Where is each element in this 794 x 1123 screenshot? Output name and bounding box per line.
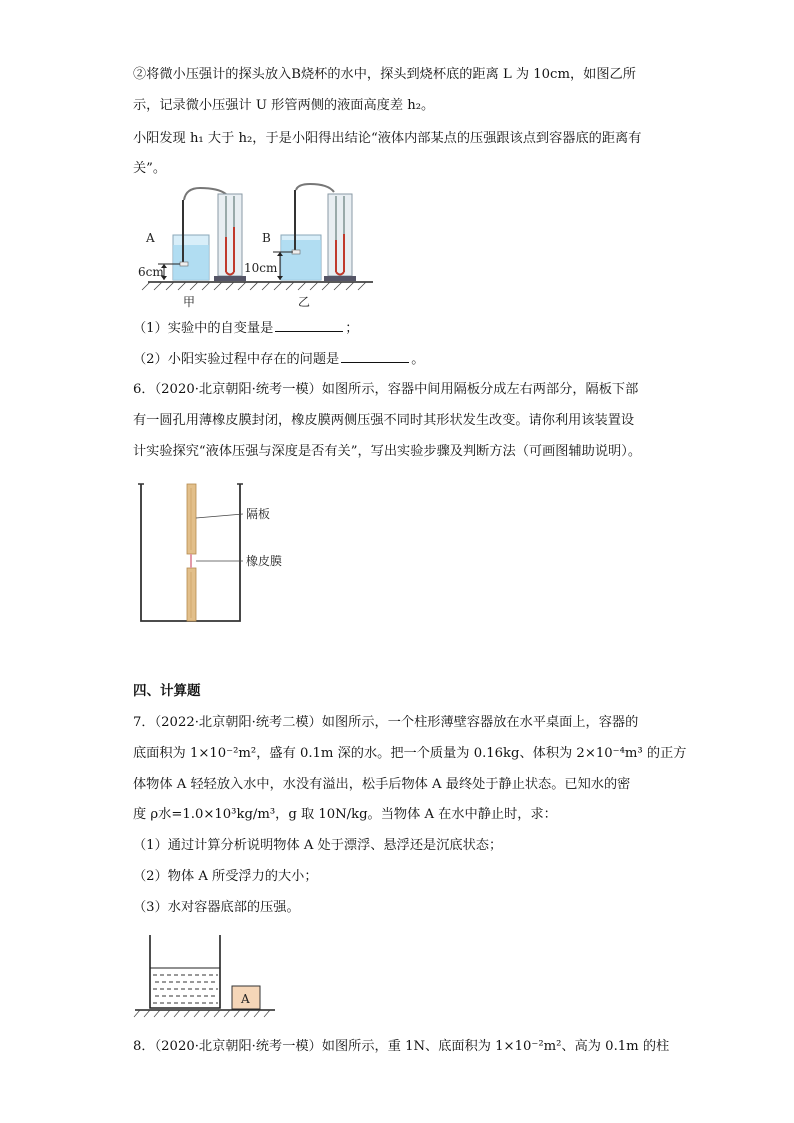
membrane-label: 橡皮膜 — [246, 554, 283, 568]
text-line: 小阳发现 h₁ 大于 h₂，于是小阳得出结论“液体内部某点的压强跟该点到容器底的距离有 — [133, 131, 642, 146]
question-2-end: 。 — [411, 352, 425, 367]
container-block-figure — [130, 932, 280, 1022]
partition-label: 隔板 — [246, 507, 271, 521]
text-line: 示，记录微小压强计 U 形管两侧的液面高度差 h₂。 — [133, 98, 435, 113]
text-line: 体物体 A 轻轻放入水中，水没有溢出，松手后物体 A 最终处于静止状态。已知水的密 — [133, 777, 631, 792]
answer-blank[interactable] — [275, 319, 343, 332]
beaker-b-label: B — [262, 231, 271, 245]
caption-left: 甲 — [183, 295, 196, 309]
text-line: 7．（2022·北京朝阳·统考二模）如图所示，一个柱形薄壁容器放在水平桌面上，容器的 — [133, 715, 639, 730]
block-a-label: A — [241, 992, 250, 1006]
text-line: ②将微小压强计的探头放入B烧杯的水中，探头到烧杯底的距离 L 为 10cm，如图乙所 — [133, 67, 636, 82]
text-line: 6．（2020·北京朝阳·统考一模）如图所示，容器中间用隔板分成左右两部分，隔板下部 — [133, 382, 639, 397]
u-tube-right — [324, 194, 356, 281]
question-1 — [133, 319, 358, 338]
sub-question: （1）通过计算分析说明物体 A 处于漂浮、悬浮还是沉底状态； — [133, 838, 503, 853]
partition-container-figure — [138, 476, 298, 626]
text-line: 度 ρ水=1.0×10³kg/m³，g 取 10N/kg。当物体 A 在水中静止时，求： — [133, 807, 557, 822]
answer-blank[interactable] — [341, 350, 409, 363]
text-line: 计实验探究“液体压强与深度是否有关”，写出实验步骤及判断方法（可画图辅助说明）。 — [133, 444, 642, 459]
beaker-right — [281, 184, 334, 280]
text-line: 关”。 — [133, 161, 167, 176]
beaker-a-label: A — [146, 231, 155, 245]
question-1-end: ； — [345, 321, 359, 336]
height-right-label: 10cm — [244, 261, 278, 275]
question-2 — [133, 350, 424, 369]
pressure-gauge-figure — [138, 182, 378, 312]
text-line: 8．（2020·北京朝阳·统考一模）如图所示，重 1N、底面积为 1×10⁻²m²、高为 0.1m 的柱 — [133, 1039, 670, 1054]
u-tube-left — [214, 194, 246, 281]
section-heading: 四、计算题 — [133, 683, 201, 699]
sub-question: （3）水对容器底部的压强。 — [133, 900, 300, 915]
text-line: 底面积为 1×10⁻²m²，盛有 0.1m 深的水。把一个质量为 0.16kg、体积为 2×10⁻⁴m³ 的正方 — [133, 746, 687, 761]
question-2-text: （2）小阳实验过程中存在的问题是 — [133, 352, 340, 367]
text-line: 有一圆孔用薄橡皮膜封闭，橡皮膜两侧压强不同时其形状发生改变。请你利用该装置设 — [133, 413, 635, 428]
height-left-label: 6cm — [138, 265, 164, 279]
question-1-text: （1）实验中的自变量是 — [133, 321, 274, 336]
sub-question: （2）物体 A 所受浮力的大小； — [133, 869, 318, 884]
caption-right: 乙 — [298, 295, 311, 309]
